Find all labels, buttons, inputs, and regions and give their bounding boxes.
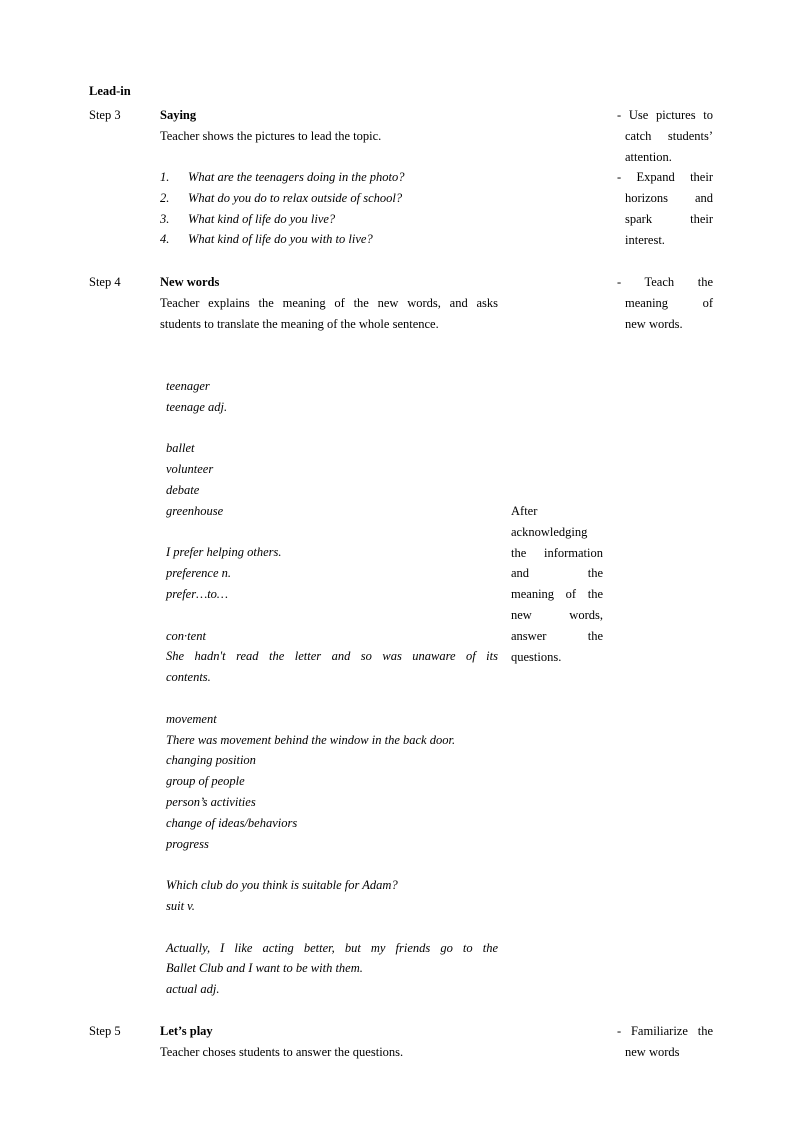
purpose-line: catch students’ (625, 128, 713, 143)
purpose-line: - Teach the (617, 275, 713, 289)
vocabulary-list (166, 376, 498, 1000)
vocab-item: con·tent (166, 628, 206, 643)
vocab-spacer (166, 854, 498, 875)
vocab-item: teenage adj. (166, 399, 228, 414)
vocab-item: change of ideas/behaviors (166, 815, 298, 830)
activity-line: After (511, 504, 538, 518)
purpose-line: new words. (625, 316, 683, 331)
purpose-line: attention. (625, 149, 672, 164)
question-item: 4. What kind of life do you with to live? (160, 232, 373, 247)
activity-line: acknowledging (511, 524, 588, 539)
step4-student-activity (511, 501, 603, 667)
step5-description: Teacher choses students to answer the questions. (160, 1045, 404, 1059)
vocab-item: movement (166, 711, 217, 726)
step3-title: Saying (160, 108, 197, 122)
vocab-item: progress (166, 836, 209, 851)
step5-label: Step 5 (89, 1024, 121, 1038)
vocab-item: ballet (166, 441, 195, 456)
step3-label: Step 3 (89, 108, 121, 122)
vocab-spacer (166, 418, 498, 439)
activity-line: and the (511, 566, 603, 581)
activity-line: answer the (511, 628, 603, 643)
step4-title: New words (160, 275, 220, 289)
step5-title: Let’s play (160, 1024, 213, 1038)
vocab-item: debate (166, 482, 200, 497)
vocab-item: I prefer helping others. (166, 545, 282, 560)
description-line: Teacher explains the meaning of the new words, and asks (160, 296, 498, 310)
purpose-line: - Expand their (617, 170, 713, 185)
example-sentence: Ballet Club and I want to be with them. (166, 961, 363, 976)
purpose-line: horizons and (625, 191, 713, 206)
activity-line: the information (511, 545, 603, 560)
example-sentence: Actually, I like acting better, but my friends go to the (166, 940, 498, 955)
purpose-line: - Familiarize the (617, 1024, 713, 1038)
vocab-spacer (166, 688, 498, 709)
vocab-item: prefer…to… (166, 586, 229, 601)
question-item: 3. What kind of life do you live? (160, 211, 336, 226)
step4-description (160, 293, 498, 335)
vocab-item: suit v. (166, 898, 195, 913)
example-sentence: There was movement behind the window in the back door. (166, 732, 456, 747)
section-heading-lead-in: Lead-in (89, 84, 131, 98)
step3-purpose (617, 105, 713, 251)
purpose-line: new words (625, 1044, 680, 1059)
activity-line: questions. (511, 649, 562, 664)
vocab-item: preference n. (166, 566, 232, 581)
purpose-line: - Use pictures to (617, 108, 713, 122)
example-sentence: contents. (166, 670, 211, 685)
vocab-item: group of people (166, 774, 245, 789)
vocab-spacer (166, 522, 498, 543)
vocab-item: person’s activities (166, 794, 256, 809)
question-item: 2. What do you do to relax outside of school? (160, 190, 403, 205)
example-sentence: She hadn't read the letter and so was unaware of its (166, 649, 498, 664)
purpose-line: meaning of (625, 295, 713, 310)
vocab-item: greenhouse (166, 503, 224, 518)
step4-label: Step 4 (89, 275, 121, 289)
vocab-item: volunteer (166, 462, 214, 477)
activity-line: meaning of the (511, 587, 603, 602)
step3-description: Teacher shows the pictures to lead the topic. (160, 129, 382, 143)
question-item: 1. What are the teenagers doing in the photo? (160, 170, 405, 184)
vocab-spacer (166, 605, 498, 626)
step5-purpose (617, 1021, 713, 1063)
vocab-spacer (166, 917, 498, 938)
vocab-item: changing position (166, 753, 256, 768)
vocab-item: teenager (166, 379, 210, 393)
example-sentence: Which club do you think is suitable for Adam? (166, 878, 398, 893)
purpose-line: spark their (625, 211, 713, 226)
step4-purpose (617, 272, 713, 334)
activity-line: new words, (511, 607, 603, 622)
vocab-item: actual adj. (166, 982, 220, 997)
step3-question-list (160, 167, 405, 250)
purpose-line: interest. (625, 232, 665, 247)
description-line: students to translate the meaning of the whole sentence. (160, 316, 439, 331)
